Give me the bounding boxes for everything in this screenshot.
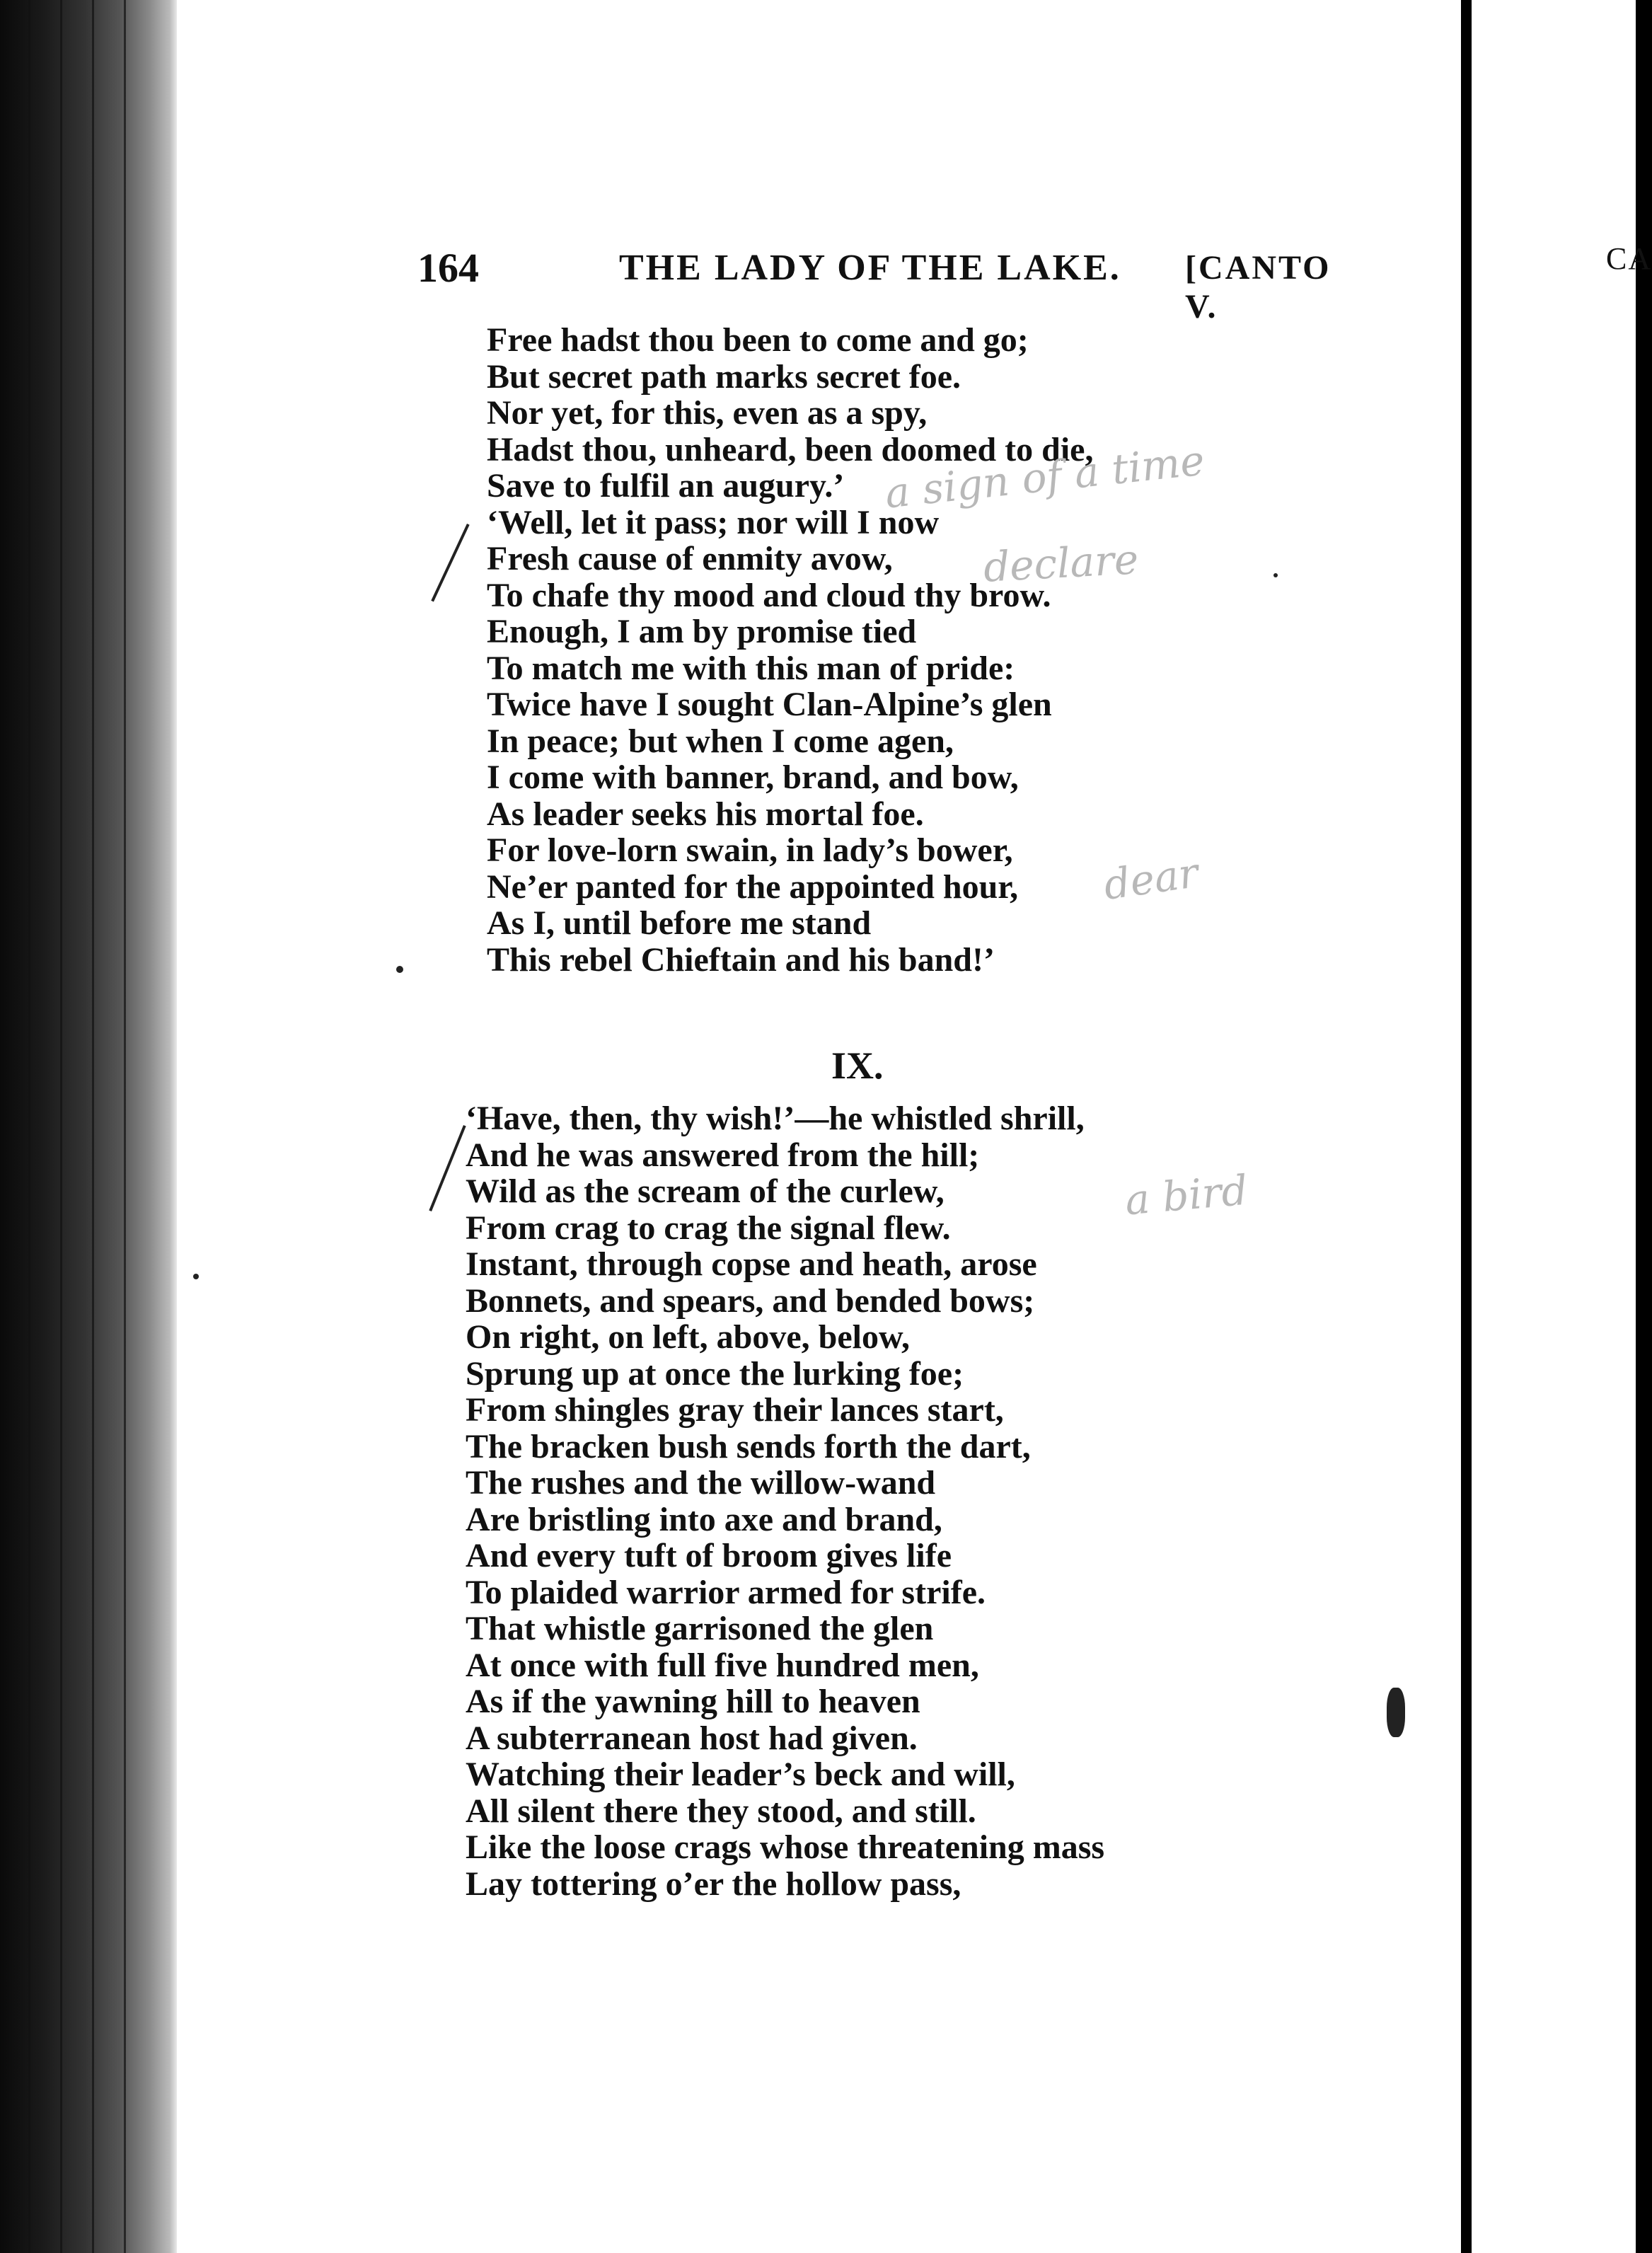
book-edge xyxy=(0,0,177,2253)
poem-line: I come with banner, brand, and bow, xyxy=(487,759,1019,796)
scan-speck xyxy=(1273,573,1278,577)
facing-page-header: CA xyxy=(1606,241,1652,276)
poem-line: ‘Have, then, thy wish!’—he whistled shrill, xyxy=(466,1100,1085,1137)
poem-line: Are bristling into axe and brand, xyxy=(466,1500,942,1538)
scan-speck xyxy=(193,1274,199,1279)
pencil-note-4: a bird xyxy=(1123,1165,1250,1225)
pencil-note-1: a sign of a time xyxy=(882,436,1207,518)
facing-page xyxy=(1472,0,1636,2253)
running-title: THE LADY OF THE LAKE. xyxy=(619,248,1121,288)
poem-line: Lay tottering o’er the hollow pass, xyxy=(466,1865,961,1903)
poem-line: As if the yawning hill to heaven xyxy=(466,1683,920,1720)
poem-line: All silent there they stood, and still. xyxy=(466,1792,976,1830)
poem-line: Sprung up at once the lurking foe; xyxy=(466,1354,964,1393)
poem-line: In peace; but when I come agen, xyxy=(487,722,954,760)
page-number: 164 xyxy=(417,245,479,291)
poem-line: That whistle garrisoned the glen xyxy=(466,1610,934,1647)
page-gutter xyxy=(1461,0,1472,2253)
poem-line: Ne’er panted for the appointed hour, xyxy=(487,868,1019,906)
scan-speck xyxy=(1387,1688,1405,1737)
poem-line: The rushes and the willow-wand xyxy=(466,1464,936,1502)
poem-line: From crag to crag the signal flew. xyxy=(466,1209,951,1247)
stanza-1 xyxy=(487,322,1093,978)
pencil-note-3: dear xyxy=(1100,848,1201,909)
poem-line: For love-lorn swain, in lady’s bower, xyxy=(487,831,1013,869)
poem-line: Watching their leader’s beck and will, xyxy=(466,1756,1015,1793)
poem-line: Save to fulfil an augury.’ xyxy=(487,467,845,505)
poem-line: Fresh cause of enmity avow, xyxy=(487,540,893,577)
poem-line: Hadst thou, unheard, been doomed to die, xyxy=(487,430,1094,468)
poem-line: As leader seeks his mortal foe. xyxy=(487,795,924,833)
poem-line: The bracken bush sends forth the dart, xyxy=(466,1427,1031,1465)
stanza-2 xyxy=(466,1100,1104,1902)
canto-label: [CANTO V. xyxy=(1185,249,1332,325)
pencil-note-2: declare xyxy=(982,535,1140,592)
poem-line: To match me with this man of pride: xyxy=(487,649,1015,687)
poem-line: Wild as the scream of the curlew, xyxy=(466,1172,945,1210)
poem-line: And every tuft of broom gives life xyxy=(466,1537,952,1574)
poem-line: Instant, through copse and heath, arose xyxy=(466,1245,1037,1283)
page-header xyxy=(417,244,1351,325)
poem-line: Enough, I am by promise tied xyxy=(487,613,917,650)
poem-line: This rebel Chieftain and his band!’ xyxy=(487,940,995,979)
poem-line: And he was answered from the hill; xyxy=(466,1136,980,1174)
poem-line: On right, on left, above, below, xyxy=(466,1318,911,1356)
poem-line: From shingles gray their lances start, xyxy=(466,1391,1004,1429)
poem-line: Nor yet, for this, even as a spy, xyxy=(487,394,928,432)
poem-line: At once with full five hundred men, xyxy=(466,1646,979,1684)
poem-line: ‘Well, let it pass; nor will I now xyxy=(487,503,940,541)
scan-speck xyxy=(396,966,403,973)
poem-line: Twice have I sought Clan-Alpine’s glen xyxy=(487,686,1052,723)
section-number: IX. xyxy=(831,1044,884,1087)
poem-line: Bonnets, and spears, and bended bows; xyxy=(466,1281,1035,1320)
poem-line: To plaided warrior armed for strife. xyxy=(466,1573,986,1611)
poem-line: But secret path marks secret foe. xyxy=(487,357,961,396)
poem-line: A subterranean host had given. xyxy=(466,1719,918,1757)
poem-line: Like the loose crags whose threatening mass xyxy=(466,1828,1105,1866)
poem-line: To chafe thy mood and cloud thy brow. xyxy=(487,576,1051,614)
poem-line: Free hadst thou been to come and go; xyxy=(487,321,1029,359)
poem-line: As I, until before me stand xyxy=(487,904,872,942)
